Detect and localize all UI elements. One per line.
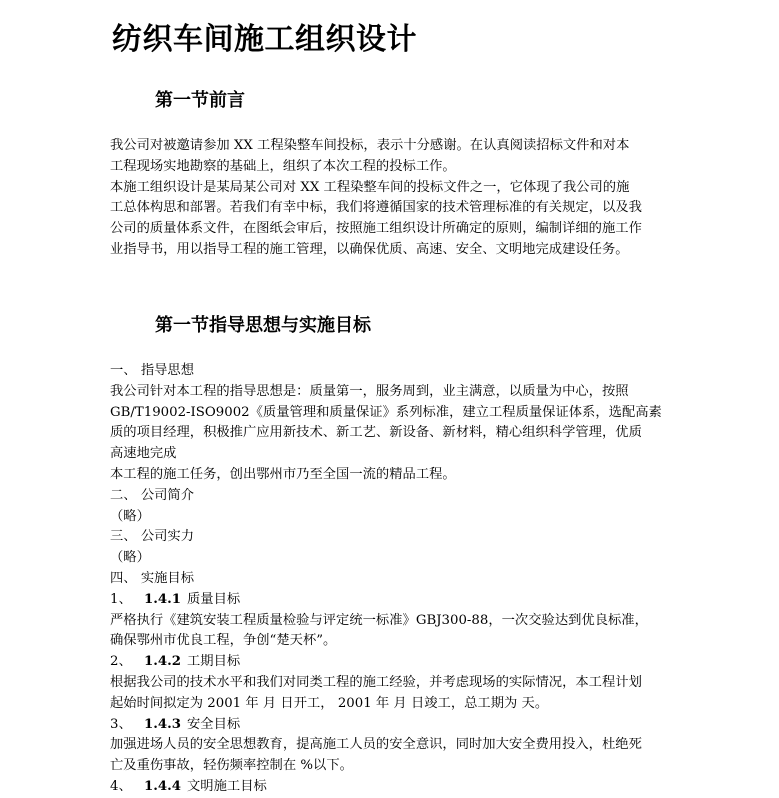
preface-body <box>110 136 670 261</box>
text-line: 公司的质量体系文件，在图纸会审后，按照施工组织设计所确定的原则，编制详细的施工作 <box>110 221 642 237</box>
text-line: 质的项目经理，积极推广应用新技术、新工艺、新设备、新材料，精心组织科学管理，优质 <box>110 425 642 441</box>
section-heading-guidance: 第一节指导思想与实施目标 <box>155 315 371 336</box>
text-line: 亡及重伤事故，轻伤频率控制在 %以下。 <box>110 758 353 774</box>
list-item: 四、 实施目标 <box>110 570 195 586</box>
text-line: 我公司针对本工程的指导思想是：质量第一，服务周到，业主满意，以质量为中心，按照 <box>110 383 629 399</box>
guidance-body <box>110 361 680 798</box>
text-line: （略） <box>110 550 150 566</box>
document-title: 纺织车间施工组织设计 <box>112 22 417 57</box>
text-line: 工总体构思和部署。若我们有幸中标，我们将遵循国家的技术管理标准的有关规定，以及我 <box>110 200 642 216</box>
text-line: 严格执行《建筑安装工程质量检验与评定统一标准》GBJ300-88，一次交验达到优良标准， <box>110 612 648 628</box>
text-line: （略） <box>110 508 150 524</box>
text-line: 工程现场实地勘察的基础上，组织了本次工程的投标工作。 <box>110 158 456 174</box>
list-item: 二、 公司简介 <box>110 487 195 503</box>
text-line: 高速地完成 <box>110 446 177 462</box>
text-line: GB/T19002-ISO9002《质量管理和质量保证》系列标准，建立工程质量保证体系，选配高素 <box>110 404 662 420</box>
section-heading-preface: 第一节前言 <box>155 90 245 111</box>
text-line: 加强进场人员的安全思想教育，提高施工人员的安全意识，同时加大安全费用投入，杜绝死 <box>110 737 642 753</box>
subsection-heading-quality: 1、 1.4.1 质量目标 <box>110 591 241 607</box>
list-item: 一、 指导思想 <box>110 363 195 378</box>
text-line: 根据我公司的技术水平和我们对同类工程的施工经验，并考虑现场的实际情况，本工程计划 <box>110 674 642 690</box>
text-line: 本工程的施工任务，创出鄂州市乃至全国一流的精品工程。 <box>110 466 456 482</box>
text-line: 确保鄂州市优良工程，争创“楚天杯”。 <box>110 633 337 649</box>
subsection-heading-safety: 3、 1.4.3 安全目标 <box>110 716 241 732</box>
text-line: 业指导书，用以指导工程的施工管理，以确保优质、高速、安全、文明地完成建设任务。 <box>110 241 629 257</box>
list-item: 三、 公司实力 <box>110 529 195 545</box>
subsection-heading-civilized: 4、 1.4.4 文明施工目标 <box>110 778 267 794</box>
subsection-heading-schedule: 2、 1.4.2 工期目标 <box>110 654 241 670</box>
text-line: 我公司对被邀请参加 XX 工程染整车间投标，表示十分感谢。在认真阅读招标文件和对本 <box>110 138 630 153</box>
text-line: 起始时间拟定为 2001 年 月 日开工， 2001 年 月 日竣工，总工期为 天。 <box>110 695 549 711</box>
text-line: 本施工组织设计是某局某公司对 XX 工程染整车间的投标文件之一，它体现了我公司的施 <box>110 179 630 195</box>
